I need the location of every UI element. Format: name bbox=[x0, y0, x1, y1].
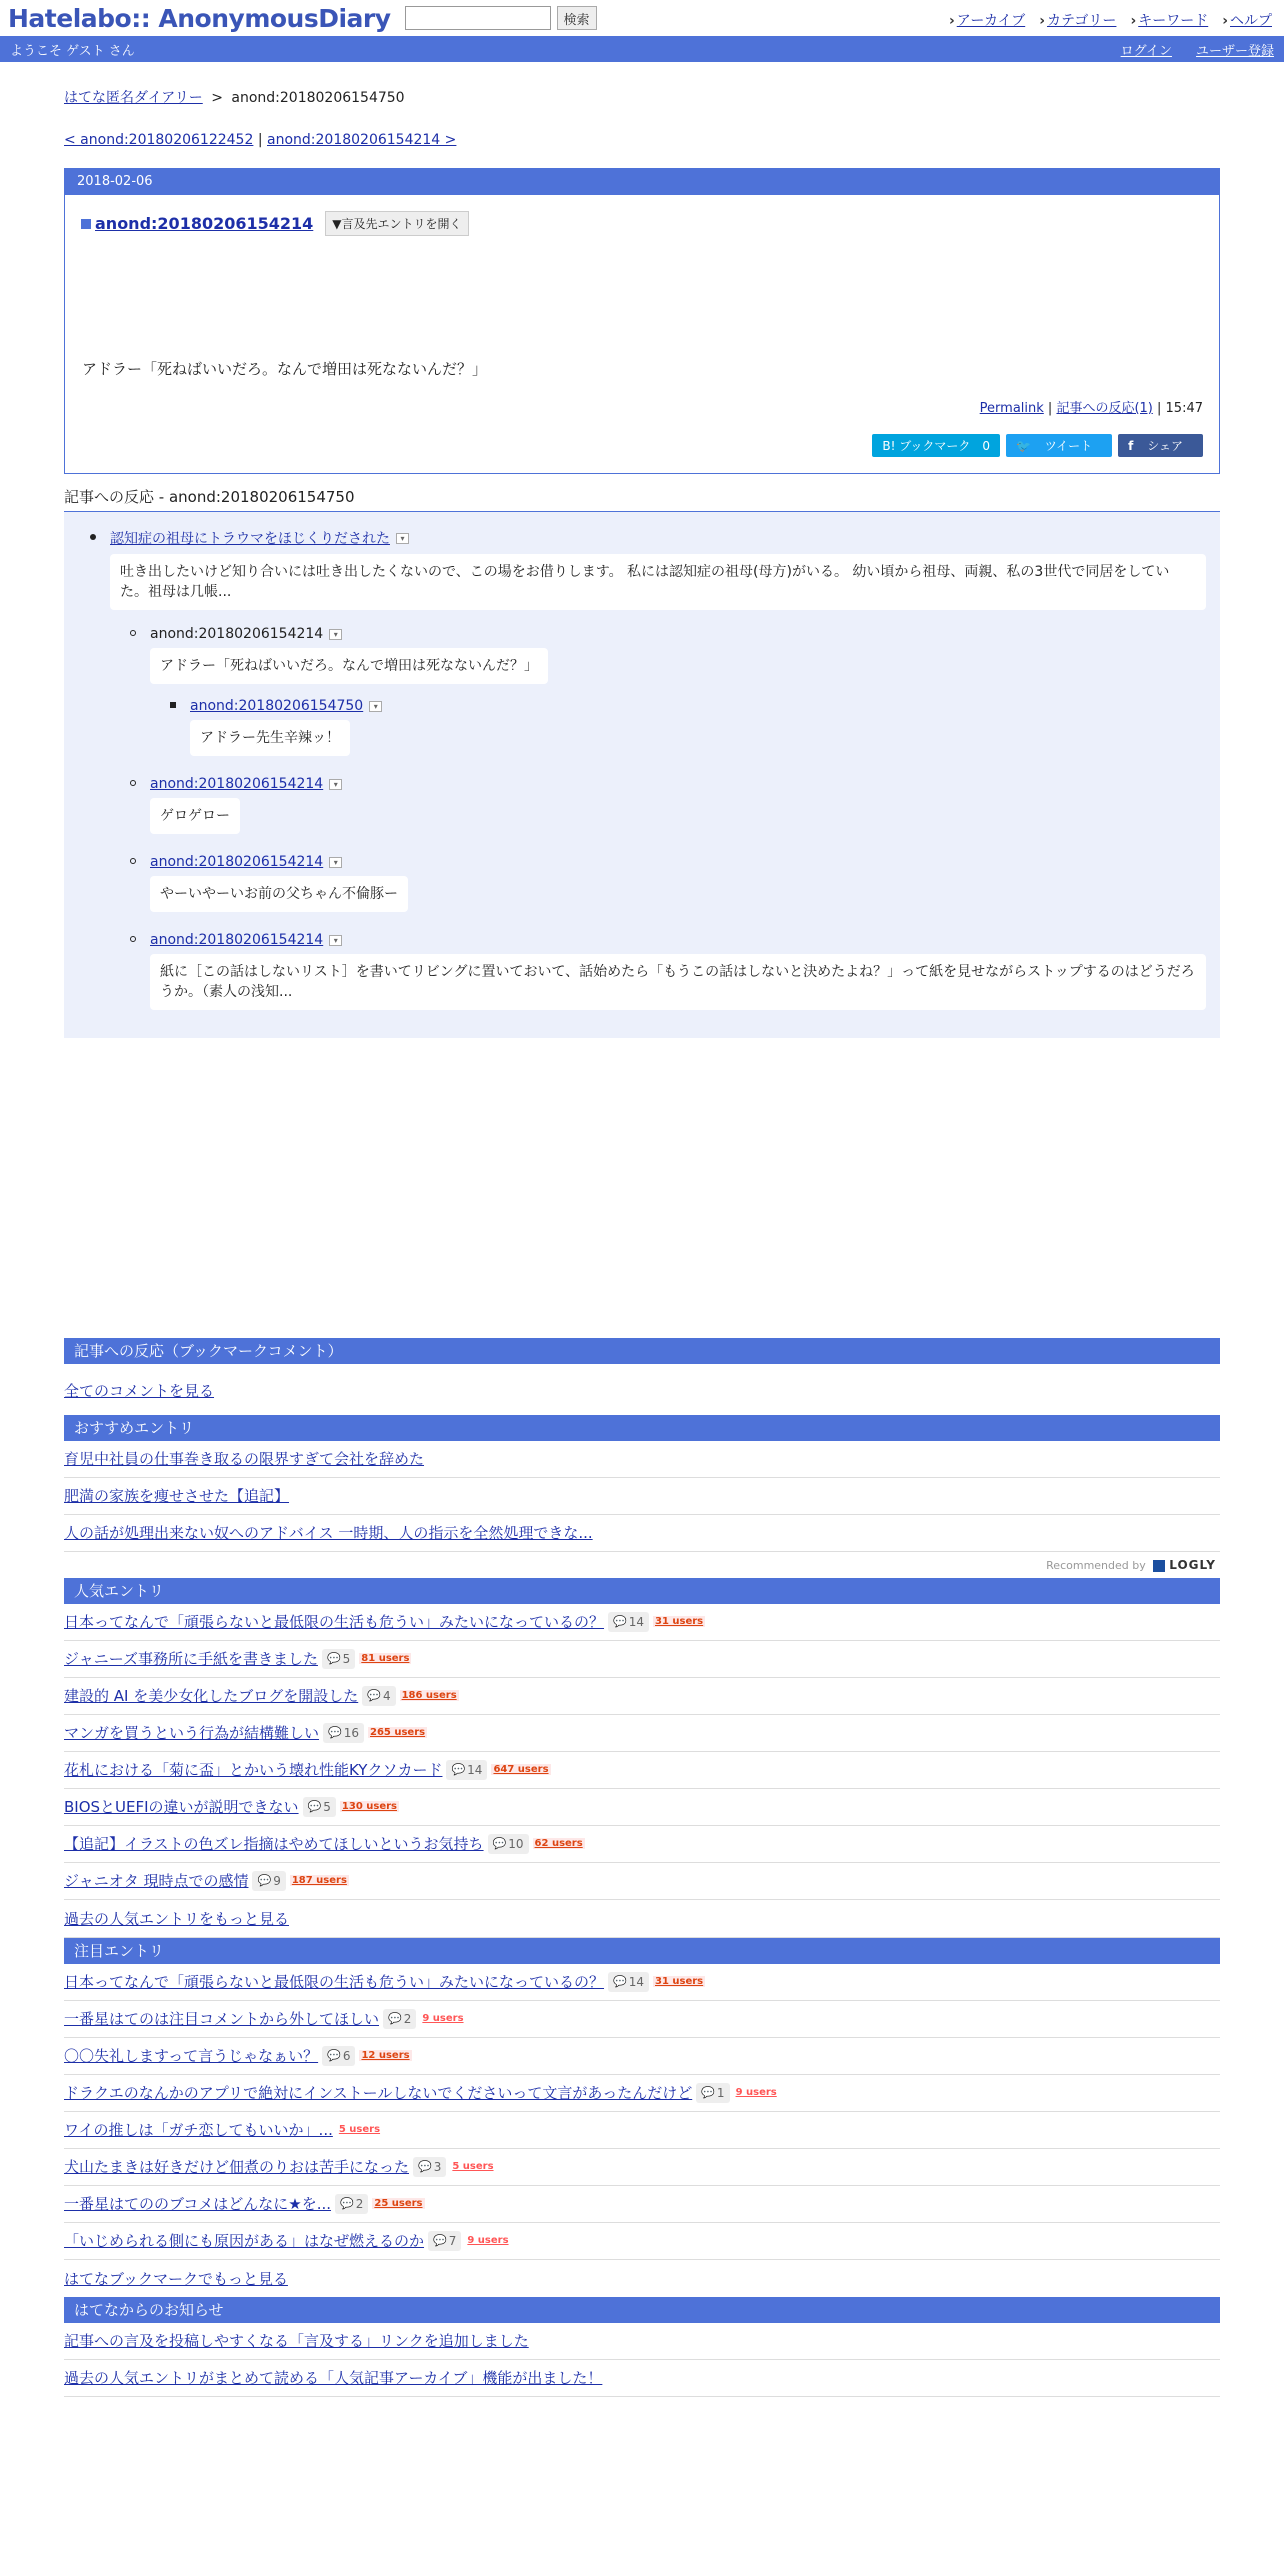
news-list bbox=[64, 2323, 1220, 2397]
comment-count: 14 bbox=[467, 1762, 483, 1777]
archive-link[interactable]: › アーカイブ bbox=[949, 10, 1025, 30]
top-bar bbox=[0, 0, 1284, 36]
comment-count: 14 bbox=[628, 1614, 644, 1629]
attention-list bbox=[64, 1964, 1220, 2260]
news-heading: はてなからのお知らせ bbox=[64, 2297, 1220, 2323]
comment-count-badge[interactable] bbox=[322, 2046, 355, 2066]
comment-count-badge[interactable] bbox=[322, 1649, 355, 1669]
comment-count-badge[interactable] bbox=[413, 2157, 446, 2177]
logly-logo[interactable]: LOGLY bbox=[1169, 1558, 1216, 1572]
comment-count-badge[interactable] bbox=[252, 1871, 285, 1891]
reactions-tree bbox=[64, 512, 1220, 1038]
entry-link[interactable]: 一番星はてのは注目コメントから外してほしい bbox=[64, 2010, 380, 2028]
comment-count: 3 bbox=[433, 2159, 442, 2174]
entry-link[interactable]: 日本ってなんで「頑張らないと最低限の生活も危うい」みたいになっているの？ bbox=[64, 1973, 605, 1991]
dropdown-icon[interactable]: ▾ bbox=[329, 857, 342, 868]
bookmark-users-count[interactable]: 5 users bbox=[338, 2124, 381, 2135]
comment-count: 9 bbox=[273, 1873, 281, 1888]
prev-entry-link[interactable]: < anond:20180206122452 bbox=[64, 132, 254, 148]
comment-icon: 💬 bbox=[340, 2197, 354, 2210]
entry-row bbox=[64, 1863, 1220, 1900]
user-bar bbox=[0, 36, 1284, 62]
entry-time: 15:47 bbox=[1165, 401, 1203, 416]
comment-count: 5 bbox=[342, 1651, 351, 1666]
reaction-excerpt: やーいやーいお前の父ちゃん不倫豚ー bbox=[150, 876, 408, 912]
entry-row bbox=[64, 2075, 1220, 2112]
comment-icon: 💬 bbox=[701, 2086, 715, 2099]
welcome-text: ようこそ ゲスト さん bbox=[10, 43, 135, 59]
recommended-by bbox=[64, 1552, 1220, 1578]
dropdown-icon[interactable]: ▾ bbox=[396, 533, 409, 544]
entry-row bbox=[64, 1826, 1220, 1863]
breadcrumb-home[interactable]: はてな匿名ダイアリー bbox=[64, 90, 203, 106]
comment-count-badge[interactable] bbox=[335, 2194, 368, 2214]
entry-link[interactable]: ドラクエのなんかのアプリで絶対にインストールしないでくださいって文言があったんだけど bbox=[64, 2084, 693, 2102]
bookmark-users-count[interactable]: 31 users bbox=[655, 1976, 704, 1987]
dropdown-icon[interactable]: ▾ bbox=[329, 779, 342, 790]
reaction-item bbox=[90, 624, 1206, 684]
entry-row bbox=[64, 2038, 1220, 2075]
comment-count-badge[interactable] bbox=[608, 1612, 649, 1632]
breadcrumb-separator: > bbox=[211, 90, 223, 106]
reaction-link[interactable]: 認知症の祖母にトラウマをほじくりだされた bbox=[110, 531, 390, 547]
prev-next-nav bbox=[64, 132, 1220, 148]
entry-row bbox=[64, 1964, 1220, 2001]
comment-icon: 💬 bbox=[307, 1800, 322, 1813]
comment-count: 1 bbox=[716, 2085, 725, 2100]
bookmark-users-count[interactable]: 9 users bbox=[735, 2087, 777, 2098]
bookmark-users-count[interactable]: 81 users bbox=[361, 1653, 410, 1664]
reaction-excerpt: ゲロゲロー bbox=[150, 798, 240, 834]
site-logo[interactable]: Hatelabo:: AnonymousDiary bbox=[8, 3, 391, 33]
category-link[interactable]: › カテゴリー bbox=[1039, 10, 1116, 30]
register-link[interactable]: ユーザー登録 bbox=[1195, 43, 1274, 59]
recommended-heading: おすすめエントリ bbox=[64, 1415, 1220, 1441]
search-button[interactable]: 検索 bbox=[557, 6, 597, 30]
reaction-link[interactable]: anond:20180206154214 bbox=[150, 854, 324, 870]
entry-row bbox=[64, 2149, 1220, 2186]
comment-icon: 💬 bbox=[257, 1874, 272, 1887]
comment-count-badge[interactable] bbox=[303, 1797, 336, 1817]
reaction-link[interactable]: anond:20180206154214 bbox=[150, 776, 324, 792]
dropdown-icon[interactable]: ▾ bbox=[329, 629, 342, 640]
comment-count-badge[interactable] bbox=[696, 2083, 729, 2103]
entry-link[interactable]: 花札における「菊に盃」とかいう壊れ性能KYクソカード bbox=[64, 1761, 443, 1779]
bookmark-users-count[interactable]: 130 users bbox=[341, 1801, 397, 1812]
bookmark-users-count[interactable]: 9 users bbox=[422, 2013, 464, 2024]
bullet-icon bbox=[130, 936, 136, 942]
bookmark-users-count[interactable]: 5 users bbox=[452, 2161, 494, 2172]
all-comments-link[interactable]: 全てのコメントを見る bbox=[64, 1382, 215, 1400]
comment-count-badge[interactable] bbox=[608, 1972, 649, 1992]
entry-row bbox=[64, 2001, 1220, 2038]
comment-count: 4 bbox=[382, 1688, 391, 1703]
comment-icon: 💬 bbox=[451, 1763, 466, 1776]
entry-link[interactable]: BIOSとUEFIの違いが説明できない bbox=[64, 1798, 299, 1816]
entry-title[interactable]: anond:20180206154214 bbox=[95, 214, 314, 233]
bookmark-users-count[interactable]: 31 users bbox=[655, 1616, 704, 1627]
comment-icon: 💬 bbox=[613, 1975, 627, 1988]
dropdown-icon[interactable]: ▾ bbox=[329, 935, 342, 946]
reaction-link[interactable]: anond:20180206154214 bbox=[150, 626, 324, 642]
entry-link[interactable]: 一番星はてののブコメはどんなに★を... bbox=[64, 2195, 332, 2213]
reaction-excerpt: 吐き出したいけど知り合いには吐き出したくないので、この場をお借りします。 私には認知症の祖母(母方)がいる。 幼い頃から祖母、両親、私の3世代で同居をしていた。祖母は几帳... bbox=[110, 554, 1206, 610]
news-link[interactable]: 記事への言及を投稿しやすくなる「言及する」リンクを追加しました bbox=[64, 2332, 529, 2350]
entry-row bbox=[64, 2186, 1220, 2223]
bullet-icon bbox=[130, 780, 136, 786]
main-content bbox=[64, 87, 1220, 2397]
entry-row bbox=[64, 2112, 1220, 2149]
share-buttons bbox=[65, 434, 1219, 457]
popular-heading: 人気エントリ bbox=[64, 1578, 1220, 1604]
comment-icon: 💬 bbox=[327, 2049, 341, 2062]
comment-count: 2 bbox=[355, 2196, 364, 2211]
entry-row bbox=[64, 1604, 1220, 1641]
entry-link[interactable]: ジャニーズ事務所に手紙を書きました bbox=[64, 1650, 318, 1668]
comment-count-badge[interactable] bbox=[362, 1686, 395, 1706]
comment-icon: 💬 bbox=[328, 1726, 342, 1739]
comment-icon: 💬 bbox=[433, 2234, 447, 2247]
reaction-item bbox=[90, 774, 1206, 834]
popular-list bbox=[64, 1604, 1220, 1900]
comment-count: 2 bbox=[403, 2011, 412, 2026]
breadcrumb bbox=[64, 87, 1220, 107]
comment-icon: 💬 bbox=[367, 1689, 381, 1702]
login-link[interactable]: ログイン bbox=[1120, 43, 1172, 59]
reaction-item bbox=[90, 696, 1206, 756]
entry-link[interactable]: 「いじめられる側にも原因がある」はなぜ燃えるのか bbox=[64, 2232, 425, 2250]
reactions-title: 記事への反応 - anond:20180206154750 bbox=[64, 486, 1220, 512]
bookmark-users-count[interactable]: 647 users bbox=[493, 1764, 549, 1775]
reaction-item bbox=[90, 930, 1206, 1010]
entry-row bbox=[64, 1678, 1220, 1715]
news-link[interactable]: 過去の人気エントリがまとめて読める「人気記事アーカイブ」機能が出ました！ bbox=[64, 2369, 603, 2387]
entry-row bbox=[64, 1789, 1220, 1826]
entry-meta: Permalink | 記事への反応(1) | 15:47 bbox=[979, 401, 1203, 416]
comment-count-badge[interactable] bbox=[323, 1723, 364, 1743]
facebook-share-button[interactable]: f シェア bbox=[1118, 434, 1203, 457]
recommended-list bbox=[64, 1441, 1220, 1552]
comment-count: 6 bbox=[342, 2048, 351, 2063]
comment-icon: 💬 bbox=[326, 1652, 341, 1665]
reaction-link[interactable]: anond:20180206154214 bbox=[150, 932, 324, 948]
entry-date: 2018-02-06 bbox=[65, 169, 1219, 195]
recommended-link[interactable]: 育児中社員の仕事巻き取るの限界すぎて会社を辞めた bbox=[64, 1450, 425, 1468]
list-item bbox=[64, 1441, 1220, 1478]
entry-row bbox=[64, 1752, 1220, 1789]
list-item bbox=[64, 1478, 1220, 1515]
logly-icon bbox=[1153, 1560, 1165, 1572]
reaction-excerpt: アドラー先生辛辣ッ！ bbox=[190, 720, 350, 756]
keyword-link[interactable]: › キーワード bbox=[1130, 10, 1208, 30]
reaction-item bbox=[90, 852, 1206, 912]
entry-body: アドラー「死ねばいいだろ。なんで増田は死なないんだ？」 bbox=[82, 360, 488, 378]
help-link[interactable]: › ヘルプ bbox=[1222, 10, 1272, 30]
prev-next-separator: | bbox=[257, 132, 263, 148]
next-entry-link[interactable]: anond:20180206154214 > bbox=[267, 132, 457, 148]
more-hatena-bookmark-link[interactable]: はてなブックマークでもっと見る bbox=[64, 2270, 288, 2288]
comment-count-badge[interactable] bbox=[446, 1760, 487, 1780]
reaction-excerpt: アドラー「死ねばいいだろ。なんで増田は死なないんだ？」 bbox=[150, 648, 548, 684]
entry-link[interactable]: 【追記】イラストの色ズレ指摘はやめてほしいというお気持ち bbox=[64, 1835, 484, 1853]
comment-count: 16 bbox=[343, 1725, 359, 1740]
bullet-icon bbox=[90, 534, 96, 540]
reaction-excerpt: 紙に［この話はしないリスト］を書いてリビングに置いておいて、話始めたら「もうこの話はしないと決めたよね？」って紙を見せながらストップするのはどうだろうか。（素人の浅知... bbox=[150, 954, 1206, 1010]
comment-icon: 💬 bbox=[492, 1837, 507, 1850]
list-item bbox=[64, 1515, 1220, 1552]
entry-link[interactable]: 建設的 AI を美少女化したブログを開設した bbox=[64, 1687, 359, 1705]
ad-space bbox=[64, 1038, 1220, 1338]
comment-icon: 💬 bbox=[418, 2160, 432, 2173]
entry-link[interactable]: 〇〇失礼しますって言うじゃなぁい？ bbox=[64, 2047, 319, 2065]
permalink[interactable]: Permalink bbox=[979, 401, 1044, 416]
bookmark-users-count[interactable]: 62 users bbox=[534, 1838, 583, 1849]
entry-row bbox=[64, 1641, 1220, 1678]
more-popular-link[interactable]: 過去の人気エントリをもっと見る bbox=[64, 1910, 290, 1928]
open-referenced-entry-button[interactable]: ▼言及先エントリを開く bbox=[325, 211, 468, 236]
comment-count: 7 bbox=[448, 2233, 457, 2248]
comment-icon: 💬 bbox=[613, 1615, 627, 1628]
bookmark-users-count[interactable]: 12 users bbox=[361, 2050, 410, 2061]
list-item bbox=[64, 2323, 1220, 2360]
entry-row bbox=[64, 1715, 1220, 1752]
reaction-link[interactable]: anond:20180206154750 bbox=[190, 698, 364, 714]
tweet-label: ツイート bbox=[1044, 439, 1093, 453]
entry-box bbox=[64, 168, 1220, 474]
bullet-icon bbox=[130, 858, 136, 864]
entry-link[interactable]: 犬山たまきは好きだけど佃煮のりおは苦手になった bbox=[64, 2158, 410, 2176]
comment-count: 14 bbox=[628, 1974, 644, 1989]
comment-count-badge[interactable] bbox=[428, 2231, 461, 2251]
comment-count-badge[interactable] bbox=[383, 2009, 416, 2029]
breadcrumb-current: anond:20180206154750 bbox=[231, 90, 405, 106]
bookmark-users-count[interactable]: 265 users bbox=[370, 1727, 426, 1738]
search-input[interactable] bbox=[405, 6, 551, 30]
top-links bbox=[949, 10, 1272, 30]
comment-icon: 💬 bbox=[388, 2012, 402, 2025]
bullet-icon bbox=[170, 702, 176, 708]
search-form bbox=[405, 6, 597, 30]
entry-square-icon bbox=[81, 219, 91, 229]
bookmark-users-count[interactable]: 187 users bbox=[291, 1875, 347, 1886]
recommended-link[interactable]: 肥満の家族を痩せさせた【追記】 bbox=[64, 1487, 290, 1505]
bookmark-users-count[interactable]: 25 users bbox=[374, 2198, 423, 2209]
hatena-bookmark-button[interactable]: B! ブックマーク 0 bbox=[872, 434, 1000, 457]
bullet-icon bbox=[130, 630, 136, 636]
entry-link[interactable]: マンガを買うという行為が結構難しい bbox=[64, 1724, 320, 1742]
entry-link[interactable]: ワイの推しは「ガチ恋してもいいか」... bbox=[64, 2121, 333, 2139]
comment-count-badge[interactable] bbox=[488, 1834, 529, 1854]
facebook-share-label: シェア bbox=[1147, 439, 1183, 453]
attention-heading: 注目エントリ bbox=[64, 1938, 1220, 1964]
bookmark-users-count[interactable]: 9 users bbox=[467, 2235, 509, 2246]
dropdown-icon[interactable]: ▾ bbox=[369, 701, 382, 712]
entry-row bbox=[64, 2223, 1220, 2260]
bookmark-comments-heading: 記事への反応（ブックマークコメント） bbox=[64, 1338, 1220, 1364]
list-item bbox=[64, 2360, 1220, 2397]
reaction-item bbox=[90, 528, 1206, 610]
entry-link[interactable]: ジャニオタ 現時点での感情 bbox=[64, 1872, 249, 1890]
comment-count: 5 bbox=[323, 1799, 331, 1814]
bookmark-users-count[interactable]: 186 users bbox=[401, 1690, 457, 1701]
reactions-link[interactable]: 記事への反応(1) bbox=[1056, 401, 1153, 416]
entry-link[interactable]: 日本ってなんで「頑張らないと最低限の生活も危うい」みたいになっているの？ bbox=[64, 1613, 605, 1631]
recommended-link[interactable]: 人の話が処理出来ない奴へのアドバイス 一時期、人の指示を全然処理できな... bbox=[64, 1524, 593, 1542]
recommended-by-text: Recommended by bbox=[1046, 1559, 1146, 1572]
tweet-button[interactable]: 🐦 ツイート bbox=[1006, 434, 1112, 457]
comment-count: 10 bbox=[508, 1836, 524, 1851]
